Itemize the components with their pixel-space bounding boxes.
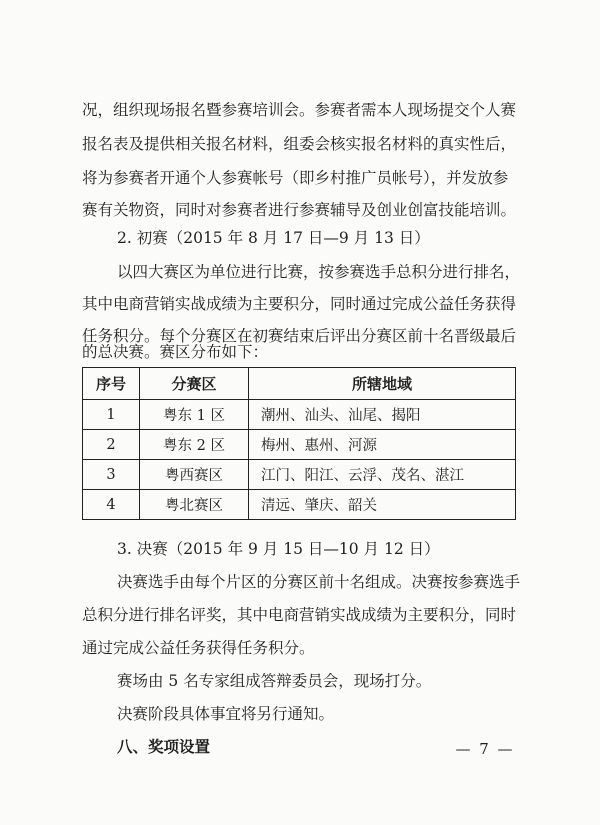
paragraph-line: 将为参赛者开通个人参赛帐号（即乡村推广员帐号），并发放参 [82, 169, 509, 187]
table-row [83, 460, 516, 490]
column-header-number: 序号 [83, 368, 140, 400]
table-row [83, 490, 516, 520]
paragraph-line: 总积分进行排名评奖，其中电商营销实战成绩为主要积分，同时 [82, 606, 517, 624]
paragraph-line: 决赛选手由每个片区的分赛区前十名组成。决赛按参赛选手 [117, 573, 521, 591]
paragraph-line: 赛有关物资，同时对参赛者进行参赛辅导及创业创富技能培训。 [82, 201, 517, 219]
paragraph-line: 的总决赛。赛区分布如下： [82, 343, 269, 361]
paragraph-line: 报名表及提供相关报名材料，组委会核实报名材料的真实性后， [82, 135, 517, 153]
cell-area: 清远、肇庆、韶关 [249, 490, 516, 520]
paragraph-line: 通过完成公益任务获得任务积分。 [82, 639, 315, 657]
subsection-heading-preliminary: 2. 初赛（2015 年 8 月 17 日—9 月 13 日） [117, 229, 430, 247]
cell-area: 梅州、惠州、河源 [249, 430, 516, 460]
subsection-heading-final: 3. 决赛（2015 年 9 月 15 日—10 月 12 日） [117, 540, 440, 558]
cell-number: 1 [83, 400, 140, 430]
column-header-division: 分赛区 [140, 368, 249, 400]
table-header-row [83, 368, 516, 400]
table-row [83, 400, 516, 430]
cell-number: 4 [83, 490, 140, 520]
paragraph-line: 决赛阶段具体事宜将另行通知。 [117, 705, 335, 723]
paragraph-line: 赛场由 5 名专家组成答辩委员会，现场打分。 [117, 672, 432, 690]
paragraph-line: 以四大赛区为单位进行比赛，按参赛选手总积分进行排名， [117, 263, 521, 281]
table-row [83, 430, 516, 460]
paragraph-line: 其中电商营销实战成绩为主要积分，同时通过完成公益任务获得 [82, 295, 517, 313]
cell-division: 粤北赛区 [140, 490, 249, 520]
page-number: — 7 — [455, 740, 515, 758]
cell-division: 粤西赛区 [140, 460, 249, 490]
section-heading-awards: 八、奖项设置 [117, 738, 211, 756]
column-header-area: 所辖地域 [249, 368, 516, 400]
cell-area: 潮州、汕头、汕尾、揭阳 [249, 400, 516, 430]
region-table [82, 367, 516, 520]
cell-division: 粤东 2 区 [140, 430, 249, 460]
cell-number: 2 [83, 430, 140, 460]
cell-division: 粤东 1 区 [140, 400, 249, 430]
cell-number: 3 [83, 460, 140, 490]
cell-area: 江门、阳江、云浮、茂名、湛江 [249, 460, 516, 490]
paragraph-line: 任务积分。每个分赛区在初赛结束后评出分赛区前十名晋级最后 [82, 327, 517, 345]
paragraph-line: 况，组织现场报名暨参赛培训会。参赛者需本人现场提交个人赛 [82, 101, 517, 119]
